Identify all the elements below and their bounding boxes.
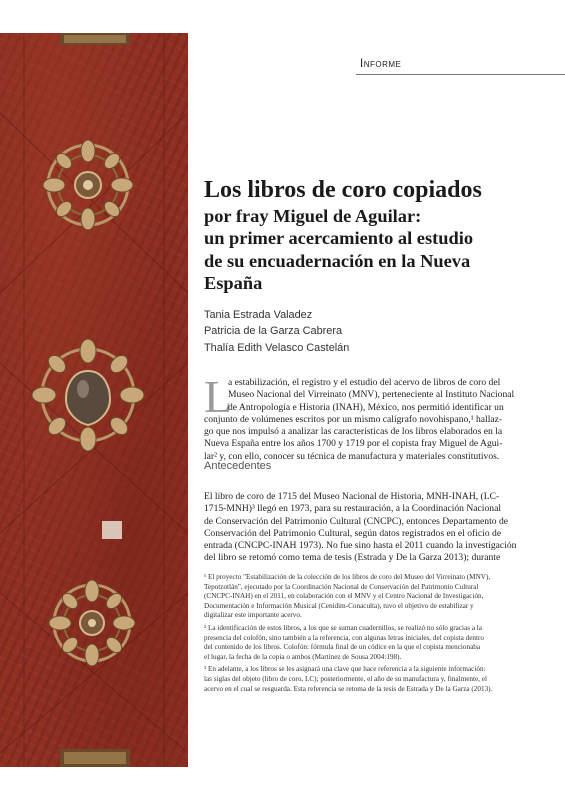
author-name: Tania Estrada Valadez <box>204 309 313 321</box>
header-rule <box>356 74 565 75</box>
footnote-line: acervo en el cual se resguarda. Esta referencia se retoma de la tesis de Estrada y De la Garza (2013). <box>204 684 493 693</box>
title-sub <box>204 205 534 294</box>
body-line: entrada (CNCPC-INAH 1973). No fue sino hasta el 2011 cuando la investigación <box>204 540 517 552</box>
footnote-line: ² La identificación de estos libros, a los que se suman cuadernillos, se realizó no sólo gracias a la <box>204 623 482 632</box>
footnote-line: Tepotzotlán", ejecutado por la Coordinación Nacional de Conservación del Patrimonio Cultural <box>204 582 479 591</box>
intro-line: a estabilización, el registro y el estudio del acervo de libros de coro del <box>228 377 501 388</box>
intro-line: lar² y, con ello, conocer su técnica de manufactura y materiales constitutivos. <box>204 450 500 462</box>
footnote-2 <box>204 624 544 662</box>
body-paragraph <box>204 491 543 565</box>
binding-photo <box>0 33 188 767</box>
article-title <box>204 176 534 294</box>
intro-line: de Antropología e Historia (INAH), México, nos permitió identificar un <box>228 401 504 413</box>
title-sub-line: un primer acercamiento al estudio <box>204 228 474 249</box>
rosette-ornament-bottom <box>49 580 135 666</box>
footnote-line: digitalizar este importante acervo. <box>204 611 302 620</box>
title-sub-line: de su encuadernación en la Nueva <box>204 250 471 271</box>
intro-paragraph <box>204 371 543 463</box>
footnote-line: ³ En adelante, a los libros se les asignará una clave que hace referencia a la siguiente información: <box>204 665 486 674</box>
footnote-line: Documentación e Información Musical (Cenidim-Conaculta), tuvo el objetivo de estabilizar y <box>204 601 474 610</box>
top-clasp-ornament <box>60 33 130 45</box>
footnote-1 <box>204 573 544 621</box>
author-list <box>204 307 349 356</box>
footnote-line: las siglas del objeto (libro de coro, LC); posteriormente, el año de su manufactura y, finalmente, el <box>204 674 487 683</box>
footnote-line: (CNCPC-INAH) en el 2011, en colaboración con el MNV y el Centro Nacional de Investigación, <box>204 592 484 601</box>
author-name: Patricia de la Garza Cabrera <box>204 325 343 338</box>
footnote-line: del contenido de los libros. Colofón: fórmula final de un códice en la que el copista mencionaba <box>204 643 481 652</box>
body-line: 1715-MNH)³ llegó en 1973, para su restauración, a la Coordinación Nacional <box>204 503 501 515</box>
footnote-line: el lugar, la fecha de la copia o ambos (Martínez de Sousa 2004:198). <box>204 652 402 661</box>
intro-line: conjunto de volúmenes escritos por un mismo calígrafo novohispano,¹ hallaz- <box>204 413 503 425</box>
section-label: Informe <box>360 58 402 70</box>
body-line: El libro de coro de 1715 del Museo Nacional de Historia, MNH-INAH, (LC- <box>204 491 500 502</box>
body-line: Conservación del Patrimonio Cultural, según datos registrados en el oficio de <box>204 527 502 539</box>
drop-cap: L <box>204 371 233 422</box>
intro-line: go que nos impulsó a analizar las características de los libros elaborados en la <box>204 426 503 438</box>
footnotes <box>204 573 544 697</box>
author-name: Thalía Edith Velasco Castelán <box>204 341 350 354</box>
title-sub-line: España <box>204 272 263 293</box>
footnote-3 <box>204 665 544 694</box>
central-boss-ornament <box>32 339 144 451</box>
footnote-line: presencia del colofón, sino también a la referencia, con algunas letras iniciales, del copista dentro <box>204 633 485 642</box>
body-line: de Conservación del Patrimonio Cultural (CNCPC), entonces Departamento de <box>204 515 509 527</box>
intro-line: Museo Nacional del Virreinato (MNV), perteneciente al Instituto Nacional <box>228 389 515 401</box>
bottom-clasp-ornament <box>60 749 130 767</box>
body-line: del libro se retomó como tema de tesis (Estrada y De la Garza 2013); durante <box>204 552 501 564</box>
intro-line: Nueva España entre los años 1700 y 1719 por el copista fray Miguel de Agui- <box>204 438 503 450</box>
title-sub-line: por fray Miguel de Aguilar: <box>204 206 422 226</box>
paper-label <box>102 521 122 539</box>
rosette-ornament-top <box>43 140 133 230</box>
footnote-line: ¹ El proyecto "Estabilización de la colección de los libros de coro del Museo del Virreinato (MNV), <box>204 573 491 581</box>
binding-ornaments <box>0 33 188 767</box>
section-heading: Antecedentes <box>204 460 272 472</box>
title-main: Los libros de coro copiados <box>204 177 482 203</box>
